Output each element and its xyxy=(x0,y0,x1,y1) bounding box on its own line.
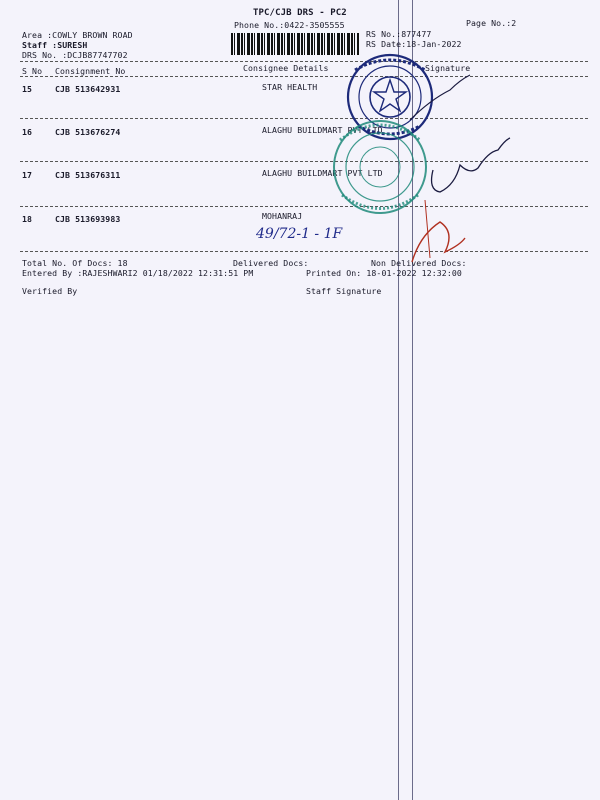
row-sno: 17 xyxy=(22,170,33,180)
row-consignee: ALAGHU BUILDMART PVT LTD xyxy=(262,168,383,178)
verified-by: Verified By xyxy=(22,286,78,296)
rs-number: RS No.:877477 xyxy=(366,29,432,39)
row-sno: 16 xyxy=(22,127,33,137)
row-consignment: CJB 513642931 xyxy=(55,84,121,94)
row-consignee: ALAGHU BUILDMART PVT LTD xyxy=(262,125,383,135)
signature-scribble-icon xyxy=(410,75,470,120)
phone-number: Phone No.:0422-3505555 xyxy=(234,20,345,30)
staff-label: Staff :SURESH xyxy=(22,40,88,50)
row-sno: 15 xyxy=(22,84,33,94)
col-header-consignment: Consignment No xyxy=(55,66,126,76)
drs-number: DRS No. :DCJB87747702 xyxy=(22,50,128,60)
entered-by: Entered By :RAJESHWARI2 01/18/2022 12:31:51 PM xyxy=(22,268,254,278)
row-consignment: CJB 513676311 xyxy=(55,170,121,180)
row-consignee: STAR HEALTH xyxy=(262,82,318,92)
row-sno: 18 xyxy=(22,214,33,224)
handwritten-note: 49/72-1 - 1F xyxy=(256,226,343,242)
non-delivered-docs: Non Delivered Docs: xyxy=(371,258,467,268)
staff-signature: Staff Signature xyxy=(306,286,382,296)
row-consignee: MOHANRAJ xyxy=(262,211,303,221)
total-docs: Total No. Of Docs: 18 xyxy=(22,258,128,268)
col-header-consignee: Consignee Details xyxy=(243,63,329,73)
signature-scribble-icon xyxy=(412,222,465,262)
document-title: TPC/CJB DRS - PC2 xyxy=(253,8,347,18)
printed-on: Printed On: 18-01-2022 12:32:00 xyxy=(306,268,462,278)
col-header-signature: Signature xyxy=(425,63,471,73)
page-number: Page No.:2 xyxy=(466,18,517,28)
rs-date: RS Date:18-Jan-2022 xyxy=(366,39,462,49)
row-consignment: CJB 513676274 xyxy=(55,127,121,137)
row-consignment: CJB 513693983 xyxy=(55,214,121,224)
area-label: Area :COWLY BROWN ROAD xyxy=(22,30,133,40)
col-header-sno: S No xyxy=(22,66,43,76)
delivered-docs: Delivered Docs: xyxy=(233,258,309,268)
signature-scribble-icon xyxy=(425,200,430,258)
signature-scribble-icon xyxy=(432,138,510,192)
buildmart-seal-icon xyxy=(334,121,426,213)
